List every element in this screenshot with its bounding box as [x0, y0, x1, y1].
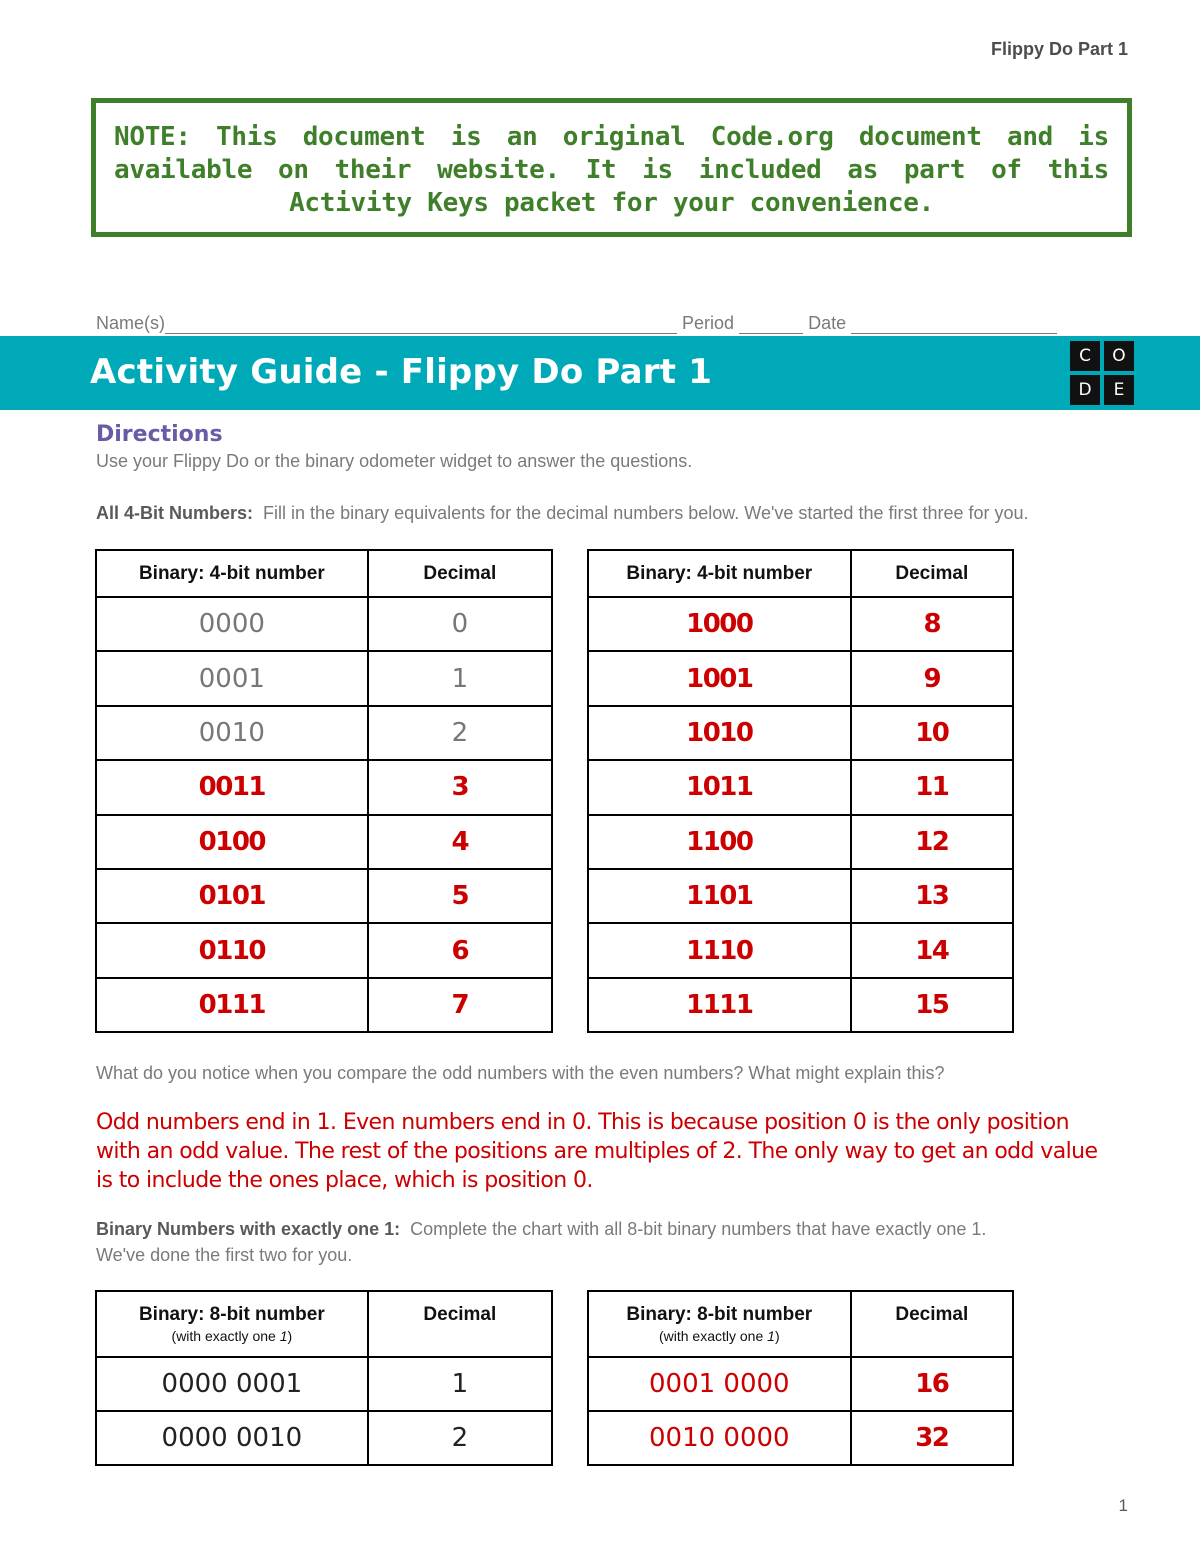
table-row: [588, 1411, 1013, 1465]
binary-cell: 0000: [96, 597, 368, 651]
binary-cell: 1101: [588, 869, 851, 923]
table-row: [96, 706, 552, 760]
section2-text: Complete the chart with all 8-bit binary numbers that have exactly one 1.: [410, 1219, 987, 1239]
binary-cell: 0110: [96, 923, 368, 977]
name-period-date-line: [96, 313, 1057, 334]
decimal-cell: 6: [368, 923, 552, 977]
logo-letter-o: O: [1104, 341, 1134, 371]
table-row: [96, 978, 552, 1032]
binary-cell: 1011: [588, 760, 851, 814]
table-row: [96, 760, 552, 814]
binary-cell: 1010: [588, 706, 851, 760]
table-row: [588, 760, 1013, 814]
table-row: [588, 597, 1013, 651]
section1-instructions: [96, 500, 1029, 526]
decimal-cell: 5: [368, 869, 552, 923]
table-row: [588, 923, 1013, 977]
binary-cell: 0001: [96, 651, 368, 705]
decimal-cell: 7: [368, 978, 552, 1032]
table-row: [96, 651, 552, 705]
table-row: [588, 815, 1013, 869]
logo-letter-c: C: [1070, 341, 1100, 371]
table-8bit-left: [95, 1290, 553, 1466]
decimal-cell: 32: [851, 1411, 1013, 1465]
section1-label: All 4-Bit Numbers:: [96, 503, 254, 523]
decimal-cell: 2: [368, 1411, 552, 1465]
binary-cell: 0000 0010: [96, 1411, 368, 1465]
header-binary-8bit-label: Binary: 8-bit number: [626, 1304, 813, 1325]
decimal-cell: 9: [851, 651, 1013, 705]
running-header: Flippy Do Part 1: [990, 39, 1128, 59]
binary-cell: 0001 0000: [588, 1357, 851, 1411]
decimal-cell: 1: [368, 651, 552, 705]
name-field[interactable]: [165, 316, 677, 334]
page-number: 1: [1118, 1496, 1128, 1515]
decimal-cell: 3: [368, 760, 552, 814]
binary-cell: 1100: [588, 815, 851, 869]
binary-cell: 1000: [588, 597, 851, 651]
section2-text2: We've done the first two for you.: [96, 1245, 353, 1265]
header-binary-8bit-sub: (with exactly one 1): [658, 1328, 780, 1344]
logo-letter-e: E: [1104, 375, 1134, 405]
date-label: Date: [808, 313, 847, 333]
binary-cell: 0100: [96, 815, 368, 869]
section1-text: Fill in the binary equivalents for the decimal numbers below. We've started the first three for you.: [263, 503, 1029, 523]
table-row: [96, 597, 552, 651]
decimal-cell: 16: [851, 1357, 1013, 1411]
decimal-cell: 4: [368, 815, 552, 869]
section2-label: Binary Numbers with exactly one 1:: [96, 1219, 401, 1239]
binary-cell: 1111: [588, 978, 851, 1032]
decimal-cell: 0: [368, 597, 552, 651]
period-label: Period: [682, 313, 735, 333]
decimal-cell: 8: [851, 597, 1013, 651]
directions-heading: Directions: [96, 422, 223, 447]
binary-cell: 1001: [588, 651, 851, 705]
decimal-cell: 1: [368, 1357, 552, 1411]
header-decimal: Decimal: [851, 1291, 1013, 1357]
header-decimal: Decimal: [368, 1291, 552, 1357]
header-binary-8bit: [588, 1291, 851, 1357]
table-row: [96, 815, 552, 869]
table-row: [588, 978, 1013, 1032]
decimal-cell: 10: [851, 706, 1013, 760]
header-binary-8bit: [96, 1291, 368, 1357]
table-row: [96, 1411, 552, 1465]
decimal-cell: 15: [851, 978, 1013, 1032]
header-binary-8bit-sub: (with exactly one 1): [171, 1328, 293, 1344]
binary-cell: 0000 0001: [96, 1357, 368, 1411]
table-4bit-left: [95, 549, 553, 1033]
logo-letter-d: D: [1070, 375, 1100, 405]
header-binary: Binary: 4-bit number: [96, 550, 368, 597]
table-row: [96, 923, 552, 977]
decimal-cell: 13: [851, 869, 1013, 923]
binary-cell: 0010: [96, 706, 368, 760]
code-org-logo: [1070, 341, 1136, 407]
date-field[interactable]: [851, 316, 1057, 334]
note-text: NOTE: This document is an original Code.org document and is available on their website. It is included as part of this Activity Keys packet for your convenience.: [114, 122, 1109, 218]
decimal-cell: 14: [851, 923, 1013, 977]
answer-text: Odd numbers end in 1. Even numbers end in 0. This is because position 0 is the only position with an odd value. The rest of the positions are multiples of 2. The only way to get an odd value is to include the ones place, which is position 0.: [96, 1110, 1098, 1193]
decimal-cell: 12: [851, 815, 1013, 869]
table-row: [96, 869, 552, 923]
decimal-cell: 11: [851, 760, 1013, 814]
name-label: Name(s): [96, 313, 166, 333]
header-binary-8bit-label: Binary: 8-bit number: [138, 1304, 325, 1325]
header-decimal: Decimal: [368, 550, 552, 597]
header-decimal: Decimal: [851, 550, 1013, 597]
title-bar: [0, 336, 1200, 410]
table-row: [588, 869, 1013, 923]
binary-cell: 1110: [588, 923, 851, 977]
binary-cell: 0101: [96, 869, 368, 923]
table-8bit-right: [587, 1290, 1014, 1466]
section2-instructions: [96, 1216, 986, 1268]
header-binary: Binary: 4-bit number: [588, 550, 851, 597]
table-row: [588, 706, 1013, 760]
table-row: [96, 1357, 552, 1411]
page-title: Activity Guide - Flippy Do Part 1: [90, 352, 713, 392]
directions-text: Use your Flippy Do or the binary odometer widget to answer the questions.: [96, 451, 693, 471]
note-box: [91, 98, 1132, 237]
table-row: [588, 1357, 1013, 1411]
table-row: [588, 651, 1013, 705]
decimal-cell: 2: [368, 706, 552, 760]
period-field[interactable]: [739, 316, 803, 334]
binary-cell: 0011: [96, 760, 368, 814]
question-text: What do you notice when you compare the odd numbers with the even numbers? What might explain this?: [96, 1063, 945, 1083]
binary-cell: 0111: [96, 978, 368, 1032]
binary-cell: 0010 0000: [588, 1411, 851, 1465]
table-4bit-right: [587, 549, 1014, 1033]
